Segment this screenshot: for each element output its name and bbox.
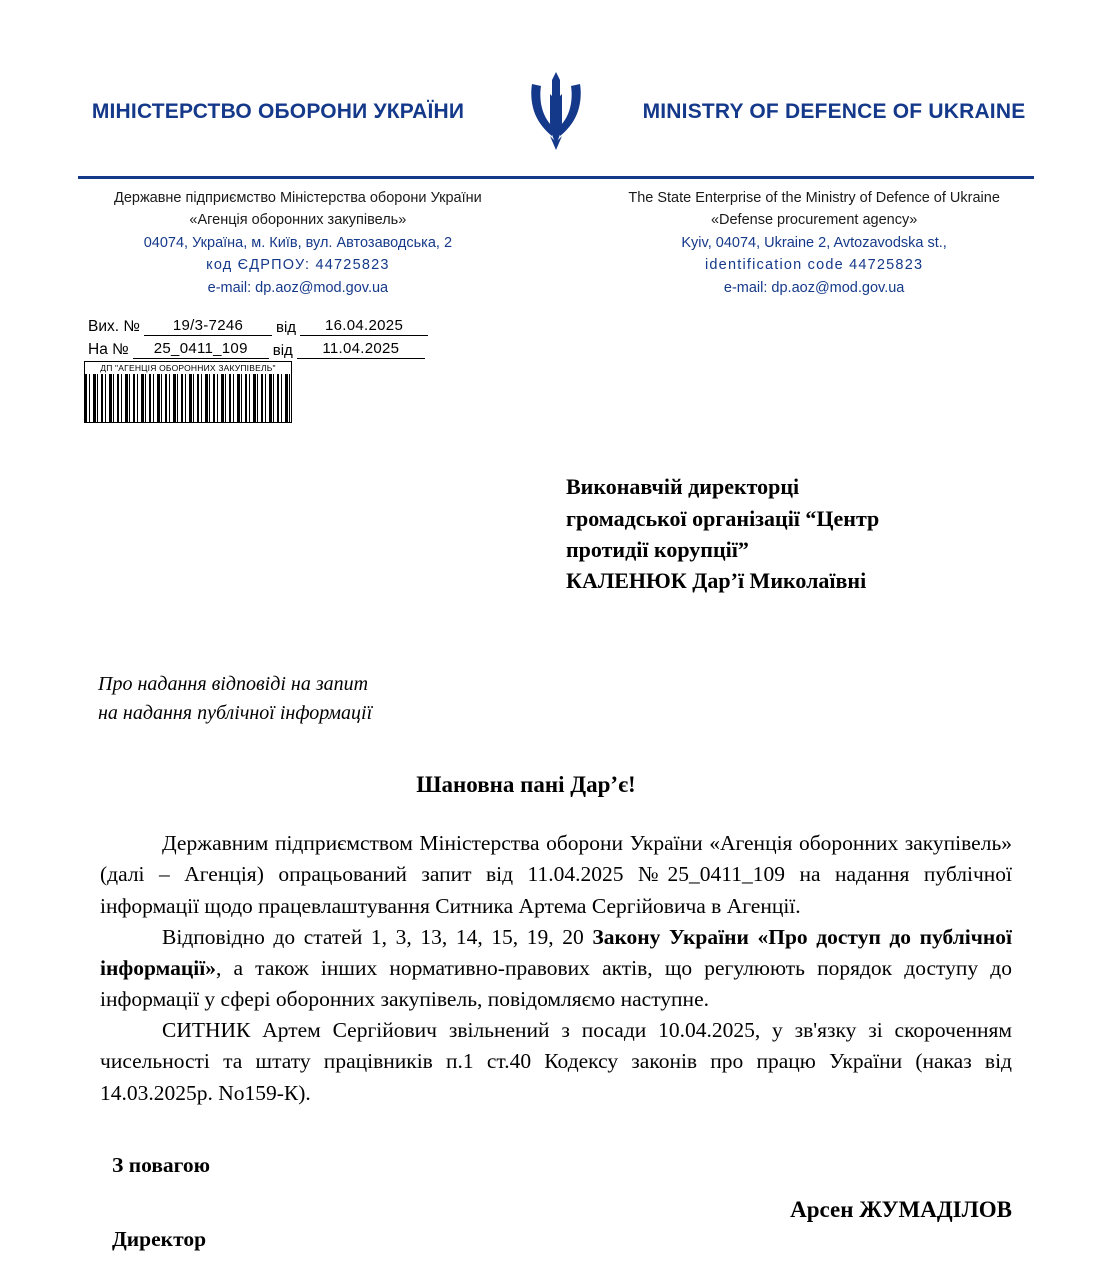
body-text bbox=[100, 828, 1012, 1109]
contacts-uk-line4: код ЄДРПОУ: 44725823 bbox=[206, 257, 390, 274]
subject-line1: Про надання відповіді на запит bbox=[98, 673, 369, 696]
outgoing-reference-row bbox=[88, 313, 1112, 336]
barcode-block bbox=[84, 361, 292, 423]
incoming-number-value: 25_0411_109 bbox=[133, 340, 269, 359]
subject-line2: на надання публічної інформації bbox=[98, 702, 373, 725]
incoming-date-label: від bbox=[272, 342, 293, 360]
outgoing-date-value: 16.04.2025 bbox=[300, 317, 428, 336]
outgoing-number-value: 19/3-7246 bbox=[144, 317, 272, 336]
addressee-line1: Виконавчій директорці bbox=[566, 474, 800, 500]
contacts-en-email: e-mail: dp.aoz@mod.gov.ua bbox=[723, 279, 905, 296]
contacts-en-line1: The State Enterprise of the Ministry of Defence of Ukraine bbox=[628, 190, 1000, 206]
contacts-uk bbox=[78, 187, 518, 299]
law-title-emphasis: Закону України «Про доступ до публічної інформації» bbox=[100, 924, 1012, 980]
signature-block bbox=[0, 1153, 1112, 1273]
contacts-uk-email: e-mail: dp.aoz@mod.gov.ua bbox=[207, 279, 389, 296]
addressee-block bbox=[566, 471, 1036, 596]
organization-title-uk: МІНІСТЕРСТВО ОБОРОНИ УКРАЇНИ bbox=[91, 99, 465, 123]
incoming-date-value: 11.04.2025 bbox=[297, 340, 425, 359]
contacts-en-line3: Kyiv, 04074, Ukraine 2, Avtozavodska st., bbox=[681, 234, 947, 251]
organization-title-en: MINISTRY OF DEFENCE OF UKRAINE bbox=[642, 99, 1026, 123]
body-paragraph-3: СИТНИК Артем Сергійович звільнений з посади 10.04.2025, у зв'язку зі скороченням чисельності та штату працівників п.1 ст.40 Кодексу законів про працю України (наказ від 14.03.2025р. No159-К). bbox=[100, 1018, 1012, 1105]
letterhead bbox=[0, 0, 1112, 154]
contacts-en-line2: «Defense procurement agency» bbox=[710, 212, 918, 229]
addressee-line2: громадської організації “Центр bbox=[566, 505, 880, 531]
contacts-uk-line1: Державне підприємство Міністерства оборони України bbox=[114, 190, 482, 206]
signature-regards: З повагою bbox=[112, 1152, 211, 1177]
contacts-uk-line3: 04074, Україна, м. Київ, вул. Автозаводська, 2 bbox=[143, 234, 453, 251]
signature-name: Арсен ЖУМАДІЛОВ bbox=[790, 1196, 1012, 1222]
body-paragraph-2: Відповідно до статей 1, 3, 13, 14, 15, 19, 20 Закону України «Про доступ до публічної інформації», а також інших нормативно-правових актів, що регулюють порядок доступу до інформації у сфері оборонних закупівель, повідомляємо наступне. bbox=[100, 924, 1012, 1012]
signature-role: Директор bbox=[112, 1226, 207, 1251]
reference-block bbox=[88, 313, 1112, 359]
incoming-number-label: На № bbox=[88, 341, 129, 359]
contacts-en-line4: identification code 44725823 bbox=[705, 257, 924, 274]
barcode-image bbox=[84, 374, 292, 423]
addressee-line4: КАЛЕНЮК Дар’ї Миколаївні bbox=[566, 568, 867, 594]
ukraine-trident-coat-of-arms-icon bbox=[511, 70, 601, 154]
outgoing-date-label: від bbox=[276, 319, 297, 337]
body-paragraph-1: Державним підприємством Міністерства оборони України «Агенція оборонних закупівель» (далі – Агенція) опрацьований запит від 11.04.2025 №25_0411_109 на надання публічної інформації щодо працевлаштування Ситника Артема Сергійовича в Агенції. bbox=[100, 831, 1012, 918]
contacts-en bbox=[594, 187, 1034, 299]
outgoing-number-label: Вих. № bbox=[88, 318, 140, 336]
incoming-reference-row bbox=[88, 336, 1112, 359]
contacts-uk-line2: «Агенція оборонних закупівель» bbox=[189, 212, 407, 229]
barcode-caption: ДП "АГЕНЦІЯ ОБОРОННИХ ЗАКУПІВЕЛЬ" bbox=[84, 361, 292, 374]
contacts-block bbox=[0, 179, 1112, 299]
subject-block bbox=[98, 670, 528, 728]
addressee-line3: протидії корупції” bbox=[566, 536, 749, 562]
salutation: Шановна пані Дар’є! bbox=[416, 772, 636, 798]
